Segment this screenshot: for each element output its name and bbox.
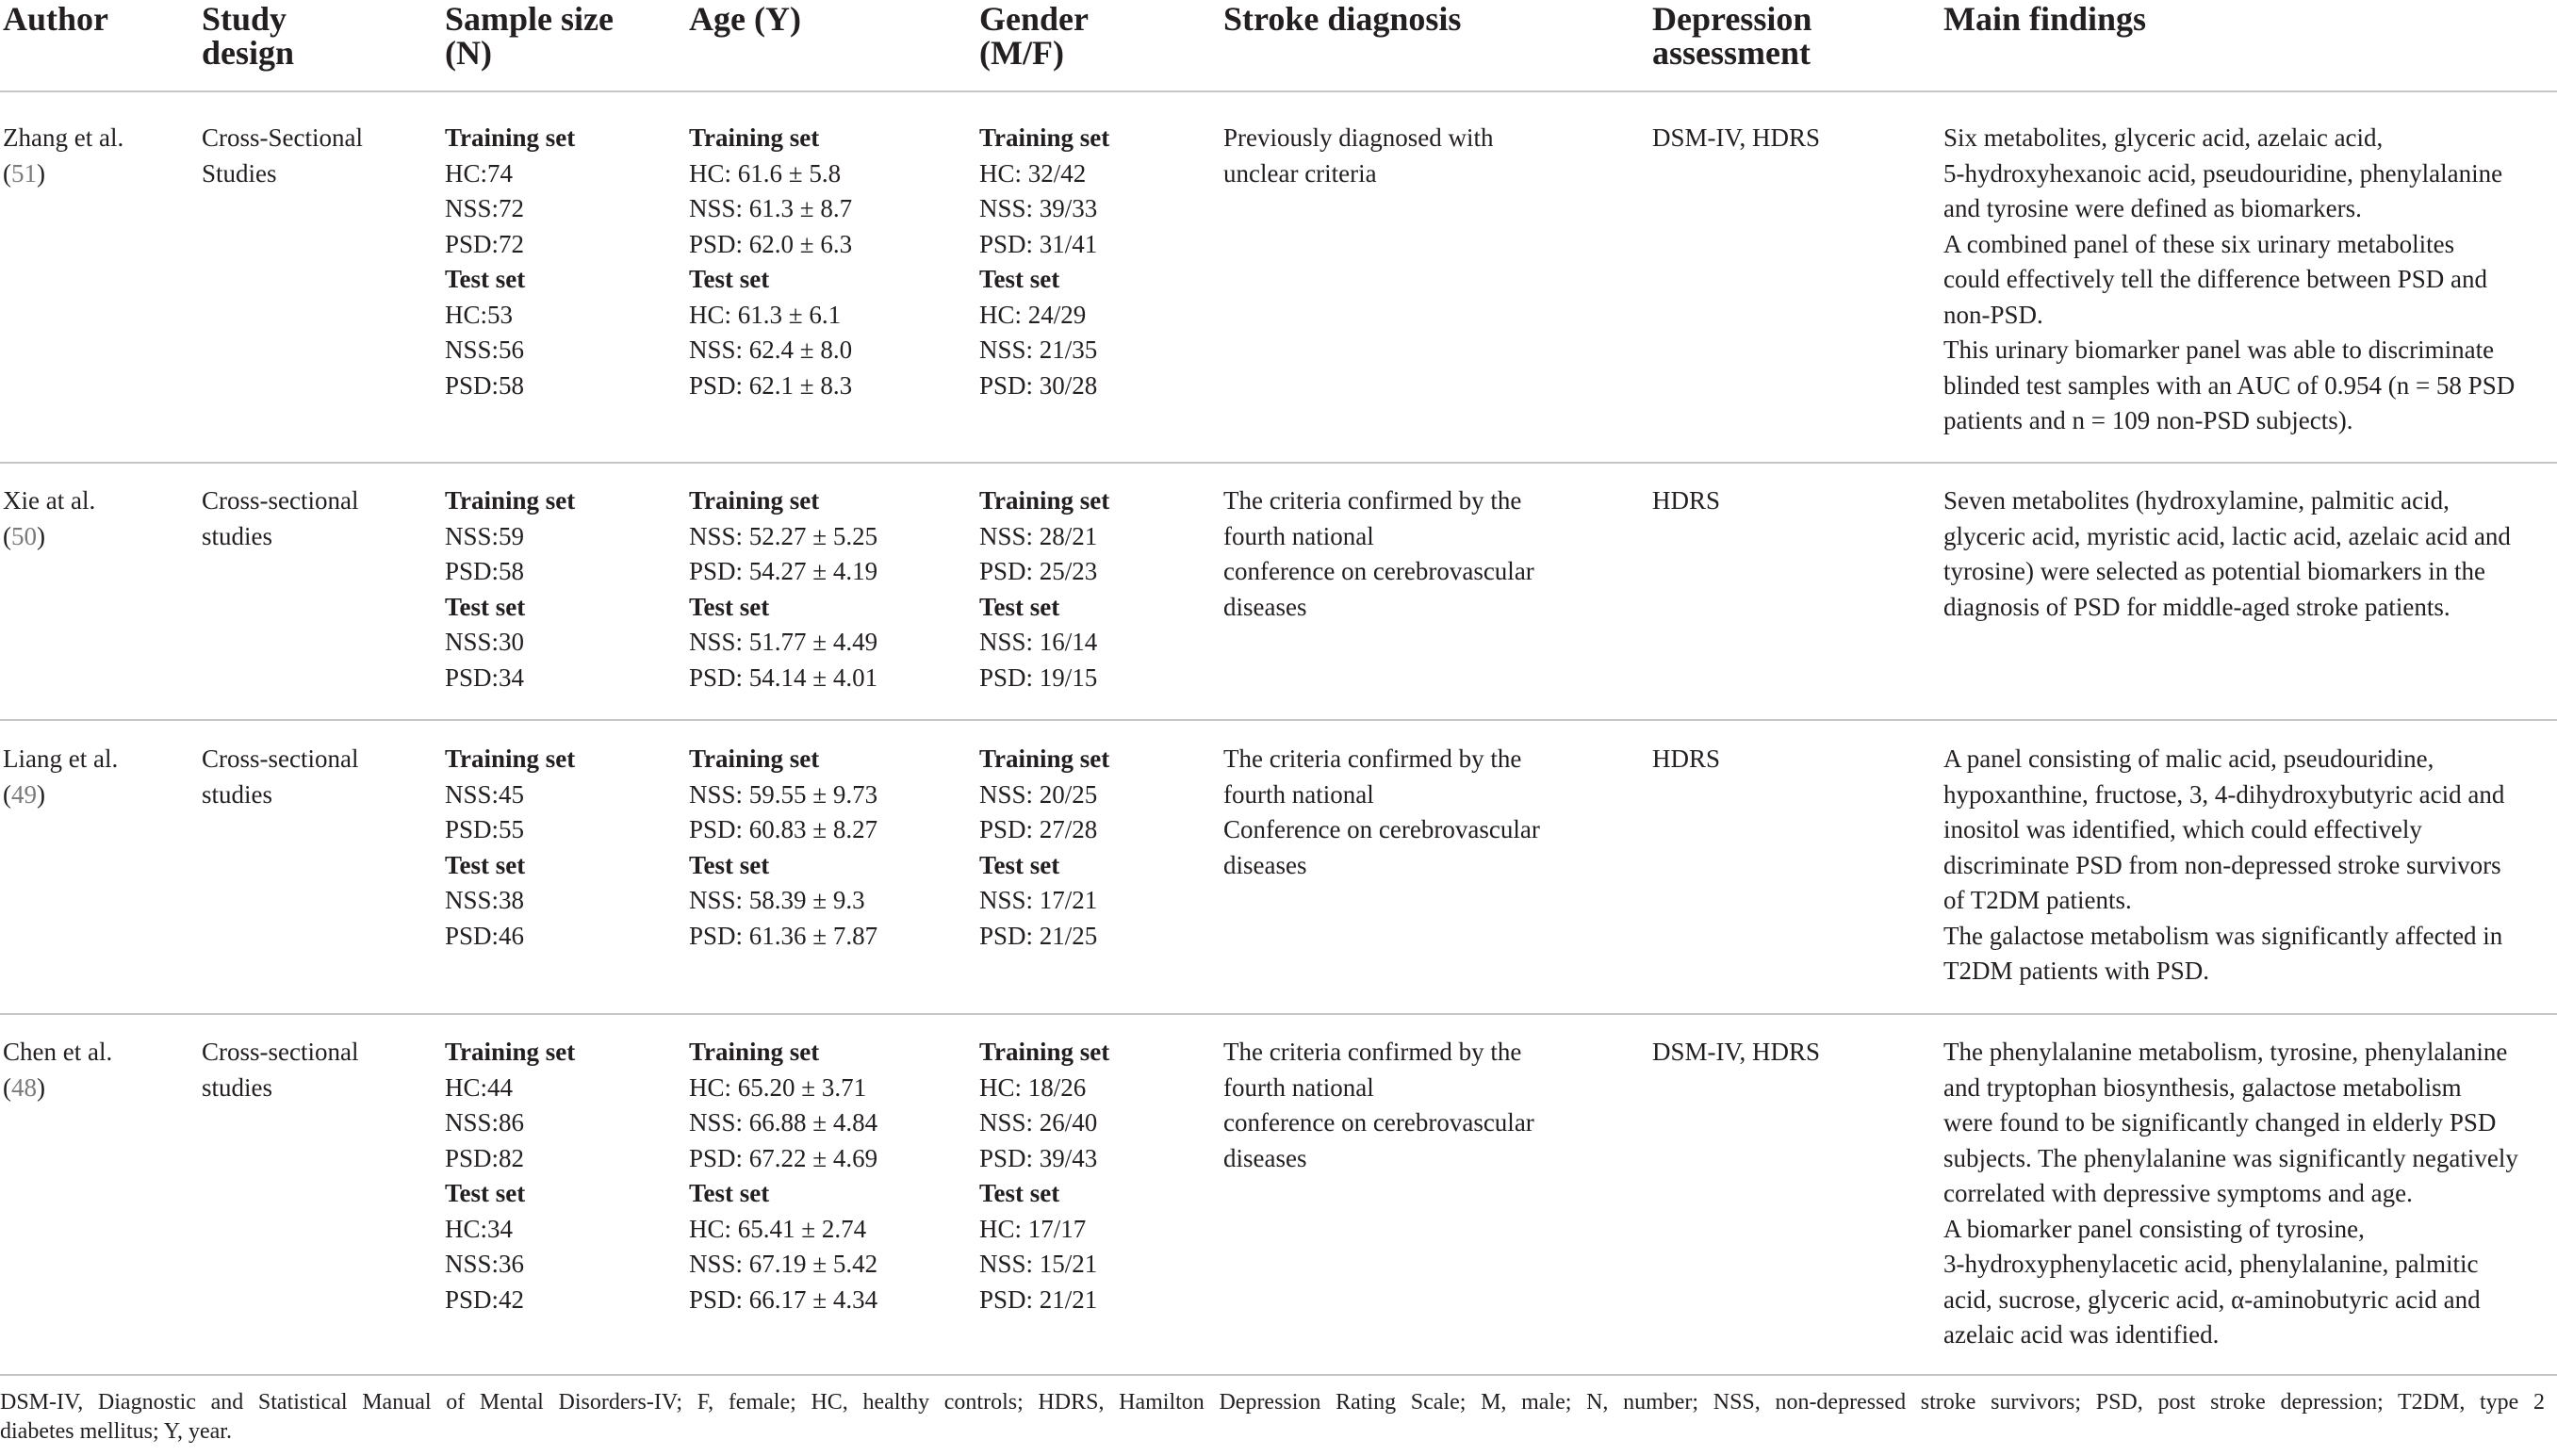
gender-cell-line: PSD: 21/25 (979, 921, 1098, 950)
age-cell-line: NSS: 66.88 ± 4.84 (689, 1108, 878, 1137)
study-design-cell-line: Cross-Sectional (202, 123, 363, 152)
sample-size-cell-line: NSS:59 (445, 521, 525, 550)
sample-size-cell-line: PSD:58 (445, 370, 525, 400)
gender-cell-line: PSD: 30/28 (979, 370, 1098, 400)
sample-size-cell-line: NSS:86 (445, 1108, 525, 1137)
study-design-cell-line: Studies (202, 158, 277, 188)
sample-size-cell (445, 742, 575, 954)
sample-size-cell-line: NSS:30 (445, 628, 525, 656)
sample-size-cell-line: HC:44 (445, 1072, 514, 1102)
depression-assessment-cell-line: DSM-IV, HDRS (1652, 1038, 1821, 1066)
sample-size-cell-line: Test set (445, 1179, 526, 1207)
gender-cell-line: Test set (979, 265, 1060, 293)
gender-cell (979, 742, 1109, 954)
age-cell-line: PSD: 62.1 ± 8.3 (689, 370, 853, 400)
gender-cell (979, 121, 1109, 403)
gender-cell-line: PSD: 21/21 (979, 1284, 1098, 1314)
stroke-diagnosis-cell-line: The criteria confirmed by the (1223, 1038, 1522, 1066)
table-header (0, 0, 2557, 77)
age-cell-line: Test set (689, 265, 770, 293)
stroke-diagnosis-cell-line: fourth national (1223, 521, 1374, 550)
main-findings-cell-line: glyceric acid, myristic acid, lactic acid, azelaic acid and (1943, 521, 2511, 550)
sample-size-cell-line: HC:74 (445, 158, 514, 188)
stroke-diagnosis-cell-line: diseases (1223, 592, 1307, 621)
gender-cell-line: Test set (979, 1179, 1060, 1207)
depression-assessment-cell-line: HDRS (1652, 486, 1721, 515)
age-cell-line: NSS: 61.3 ± 8.7 (689, 194, 853, 222)
stroke-diagnosis-cell (1223, 742, 1540, 883)
main-findings-cell-line: subjects. The phenylalanine was significantly negatively (1943, 1143, 2518, 1172)
age-cell-line: Test set (689, 850, 770, 879)
study-design-cell (202, 742, 358, 812)
sample-size-cell-line: NSS:45 (445, 779, 525, 809)
gender-cell-line: NSS: 16/14 (979, 628, 1098, 656)
header-divider (0, 90, 2557, 92)
reference-line: (48) (3, 1072, 45, 1102)
sample-size-cell-line: Training set (445, 744, 576, 773)
main-findings-cell-line: and tryptophan biosynthesis, galactose metabolism (1943, 1072, 2462, 1102)
author-name: Zhang et al. (3, 123, 124, 152)
sample-size-cell-line: Training set (445, 486, 576, 515)
sample-size-cell-line: PSD:55 (445, 815, 525, 843)
stroke-diagnosis-cell-line: unclear criteria (1223, 158, 1377, 188)
age-cell-line: Training set (689, 123, 820, 152)
main-findings-cell-line: could effectively tell the difference between PSD and (1943, 265, 2488, 293)
stroke-diagnosis-cell-line: diseases (1223, 850, 1307, 879)
main-findings-cell (1943, 742, 2504, 990)
reference-line: (49) (3, 779, 45, 809)
stroke-diagnosis-cell-line: conference on cerebrovascular (1223, 1108, 1534, 1137)
sample-size-cell-line: NSS:38 (445, 886, 525, 914)
main-findings-cell-line: The galactose metabolism was significantly affected in (1943, 921, 2503, 950)
gender-cell-line: HC: 24/29 (979, 300, 1087, 329)
age-cell-line: NSS: 58.39 ± 9.3 (689, 886, 865, 914)
stroke-diagnosis-cell-line: conference on cerebrovascular (1223, 557, 1534, 585)
main-findings-cell-line: A combined panel of these six urinary metabolites (1943, 229, 2455, 258)
gender-cell-line: HC: 32/42 (979, 158, 1087, 188)
sample-size-cell (445, 483, 575, 695)
gender-cell-line: NSS: 39/33 (979, 194, 1098, 222)
age-cell-line: NSS: 52.27 ± 5.25 (689, 521, 878, 550)
gender-cell-line: Training set (979, 1038, 1110, 1066)
sample-size-cell-line: PSD:34 (445, 663, 525, 692)
main-findings-cell-line: Seven metabolites (hydroxylamine, palmitic acid, (1943, 486, 2450, 515)
sample-size-cell-line: NSS:56 (445, 335, 525, 364)
age-cell-line: HC: 61.6 ± 5.8 (689, 158, 842, 188)
stroke-diagnosis-cell-line: diseases (1223, 1143, 1307, 1172)
sample-size-cell-line: PSD:42 (445, 1284, 525, 1314)
sample-size-cell-line: NSS:72 (445, 194, 525, 222)
author-cell (3, 483, 95, 554)
gender-cell (979, 483, 1109, 695)
sample-size-cell-line: Training set (445, 1038, 576, 1066)
depression-assessment-cell (1652, 742, 1720, 777)
main-findings-cell-line: Six metabolites, glyceric acid, azelaic acid, (1943, 123, 2384, 152)
age-cell-line: Training set (689, 486, 820, 515)
depression-assessment-cell (1652, 483, 1720, 519)
header-depression-assessment: Depression assessment (1652, 0, 1812, 72)
reference-line: (51) (3, 158, 45, 188)
gender-cell-line: Training set (979, 123, 1110, 152)
author-cell (3, 742, 118, 812)
study-design-cell-line: Cross-sectional (202, 1038, 359, 1066)
sample-size-cell-line: HC:34 (445, 1214, 514, 1243)
gender-cell-line: PSD: 19/15 (979, 663, 1098, 692)
age-cell-line: PSD: 54.27 ± 4.19 (689, 557, 878, 585)
header-gender: Gender (M/F) (979, 0, 1089, 72)
sample-size-cell-line: HC:53 (445, 300, 514, 329)
reference-link[interactable]: 49 (11, 779, 37, 809)
age-cell-line: PSD: 60.83 ± 8.27 (689, 815, 878, 843)
main-findings-cell-line: A panel consisting of malic acid, pseudouridine, (1943, 744, 2434, 773)
age-cell-line: HC: 61.3 ± 6.1 (689, 300, 842, 329)
gender-cell-line: NSS: 15/21 (979, 1250, 1098, 1278)
study-design-cell-line: Cross-sectional (202, 486, 359, 515)
study-design-cell-line: Cross-sectional (202, 744, 359, 773)
sample-size-cell-line: PSD:82 (445, 1143, 525, 1172)
stroke-diagnosis-cell-line: The criteria confirmed by the (1223, 486, 1522, 515)
header-sample-size: Sample size (N) (445, 0, 614, 72)
author-name: Chen et al. (3, 1038, 113, 1066)
gender-cell-line: HC: 18/26 (979, 1072, 1087, 1102)
sample-size-cell-line: Test set (445, 265, 526, 293)
age-cell-line: Training set (689, 744, 820, 773)
main-findings-cell-line: inositol was identified, which could effectively (1943, 815, 2422, 843)
main-findings-cell-line: A biomarker panel consisting of tyrosine, (1943, 1214, 2365, 1243)
main-findings-cell-line: This urinary biomarker panel was able to discriminate (1943, 335, 2495, 364)
gender-cell (979, 1035, 1109, 1317)
main-findings-cell-line: non-PSD. (1943, 300, 2043, 329)
age-cell-line: NSS: 59.55 ± 9.73 (689, 779, 878, 809)
gender-cell-line: NSS: 20/25 (979, 779, 1098, 809)
depression-assessment-cell (1652, 1035, 1820, 1071)
footnote-line-1: DSM-IV, Diagnostic and Statistical Manual of Mental Disorders-IV; F, female; HC, healthy controls; HDRS, Hamilton Depression Rating Scale; M, male; N, number; NSS, non-depressed stroke survivors; PSD, post stroke depression; T2DM, type 2 (0, 1390, 2545, 1415)
study-design-cell (202, 483, 358, 554)
age-cell (689, 742, 877, 954)
study-design-cell-line: studies (202, 521, 273, 550)
main-findings-cell (1943, 1035, 2518, 1353)
main-findings-cell-line: 3-hydroxyphenylacetic acid, phenylalanine, palmitic (1943, 1250, 2479, 1278)
gender-cell-line: NSS: 17/21 (979, 886, 1098, 914)
author-cell (3, 1035, 112, 1105)
age-cell-line: NSS: 67.19 ± 5.42 (689, 1250, 878, 1278)
main-findings-cell-line: 5-hydroxyhexanoic acid, pseudouridine, phenylalanine (1943, 158, 2503, 188)
age-cell (689, 121, 852, 403)
main-findings-cell-line: hypoxanthine, fructose, 3, 4-dihydroxybutyric acid and (1943, 779, 2505, 809)
header-main-findings: Main findings (1943, 0, 2147, 38)
depression-assessment-cell-line: HDRS (1652, 744, 1721, 773)
age-cell-line: PSD: 54.14 ± 4.01 (689, 663, 878, 692)
gender-cell-line: PSD: 39/43 (979, 1143, 1098, 1172)
gender-cell-line: PSD: 27/28 (979, 815, 1098, 843)
age-cell-line: HC: 65.41 ± 2.74 (689, 1214, 867, 1243)
main-findings-cell-line: The phenylalanine metabolism, tyrosine, phenylalanine (1943, 1038, 2508, 1066)
depression-assessment-cell-line: DSM-IV, HDRS (1652, 123, 1821, 152)
depression-assessment-cell (1652, 121, 1820, 156)
study-design-cell (202, 1035, 358, 1105)
stroke-diagnosis-cell-line: Previously diagnosed with (1223, 123, 1494, 152)
main-findings-cell (1943, 483, 2511, 625)
age-cell-line: PSD: 62.0 ± 6.3 (689, 229, 853, 258)
sample-size-cell-line: PSD:58 (445, 557, 525, 585)
main-findings-cell-line: of T2DM patients. (1943, 886, 2132, 914)
stroke-diagnosis-cell (1223, 483, 1534, 625)
author-cell (3, 121, 123, 191)
row-divider (0, 462, 2557, 464)
gender-cell-line: Test set (979, 850, 1060, 879)
main-findings-cell-line: discriminate PSD from non-depressed stroke survivors (1943, 850, 2501, 879)
main-findings-cell-line: acid, sucrose, glyceric acid, α-aminobutyric acid and (1943, 1284, 2481, 1314)
sample-size-cell-line: Test set (445, 592, 526, 621)
gender-cell-line: Training set (979, 486, 1110, 515)
sample-size-cell (445, 1035, 575, 1317)
reference-link[interactable]: 51 (11, 158, 37, 188)
main-findings-cell-line: blinded test samples with an AUC of 0.954 (n = 58 PSD (1943, 370, 2516, 400)
stroke-diagnosis-cell-line: fourth national (1223, 1072, 1374, 1102)
age-cell-line: NSS: 51.77 ± 4.49 (689, 628, 878, 656)
header-author: Author (3, 0, 109, 38)
footnote-line-2: diabetes mellitus; Y, year. (0, 1419, 232, 1444)
sample-size-cell-line: PSD:72 (445, 229, 525, 258)
sample-size-cell-line: Training set (445, 123, 576, 152)
age-cell-line: NSS: 62.4 ± 8.0 (689, 335, 853, 364)
stroke-diagnosis-cell (1223, 1035, 1534, 1176)
study-design-cell-line: studies (202, 1072, 273, 1102)
sample-size-cell (445, 121, 575, 403)
age-cell-line: Test set (689, 592, 770, 621)
row-divider (0, 719, 2557, 721)
stroke-diagnosis-cell-line: Conference on cerebrovascular (1223, 815, 1540, 843)
main-findings-cell-line: T2DM patients with PSD. (1943, 957, 2210, 985)
author-name: Xie at al. (3, 486, 96, 515)
age-cell-line: PSD: 67.22 ± 4.69 (689, 1143, 878, 1172)
age-cell-line: Test set (689, 1179, 770, 1207)
header-age: Age (Y) (689, 0, 801, 38)
author-name: Liang et al. (3, 744, 119, 773)
header-stroke-diagnosis: Stroke diagnosis (1223, 0, 1462, 38)
gender-cell-line: Test set (979, 592, 1060, 621)
reference-link[interactable]: 48 (11, 1072, 37, 1102)
row-divider (0, 1013, 2557, 1015)
age-cell-line: Training set (689, 1038, 820, 1066)
row-divider (0, 1374, 2557, 1376)
age-cell-line: HC: 65.20 ± 3.71 (689, 1072, 867, 1102)
sample-size-cell-line: NSS:36 (445, 1250, 525, 1278)
gender-cell-line: PSD: 25/23 (979, 557, 1098, 585)
reference-link[interactable]: 50 (11, 521, 37, 550)
table-footnote (0, 1388, 2545, 1447)
gender-cell-line: NSS: 21/35 (979, 335, 1098, 364)
gender-cell-line: Training set (979, 744, 1110, 773)
study-design-cell-line: studies (202, 779, 273, 809)
sample-size-cell-line: PSD:46 (445, 921, 525, 950)
stroke-diagnosis-cell-line: fourth national (1223, 779, 1374, 809)
main-findings-cell-line: correlated with depressive symptoms and age. (1943, 1179, 2413, 1207)
main-findings-cell (1943, 121, 2515, 439)
age-cell-line: PSD: 61.36 ± 7.87 (689, 921, 878, 950)
age-cell-line: PSD: 66.17 ± 4.34 (689, 1284, 878, 1314)
gender-cell-line: NSS: 28/21 (979, 521, 1098, 550)
main-findings-cell-line: tyrosine) were selected as potential biomarkers in the (1943, 557, 2486, 585)
main-findings-cell-line: were found to be significantly changed in elderly PSD (1943, 1108, 2497, 1137)
sample-size-cell-line: Test set (445, 850, 526, 879)
main-findings-cell-line: azelaic acid was identified. (1943, 1320, 2220, 1349)
main-findings-cell-line: patients and n = 109 non-PSD subjects). (1943, 406, 2353, 434)
age-cell (689, 483, 877, 695)
reference-line: (50) (3, 521, 45, 550)
main-findings-cell-line: diagnosis of PSD for middle-aged stroke patients. (1943, 592, 2450, 621)
stroke-diagnosis-cell-line: The criteria confirmed by the (1223, 744, 1522, 773)
age-cell (689, 1035, 877, 1317)
gender-cell-line: PSD: 31/41 (979, 229, 1098, 258)
header-study-design: Study design (202, 0, 295, 72)
study-design-cell (202, 121, 363, 191)
gender-cell-line: HC: 17/17 (979, 1214, 1087, 1243)
main-findings-cell-line: and tyrosine were defined as biomarkers. (1943, 194, 2362, 222)
gender-cell-line: NSS: 26/40 (979, 1108, 1098, 1137)
stroke-diagnosis-cell (1223, 121, 1493, 191)
